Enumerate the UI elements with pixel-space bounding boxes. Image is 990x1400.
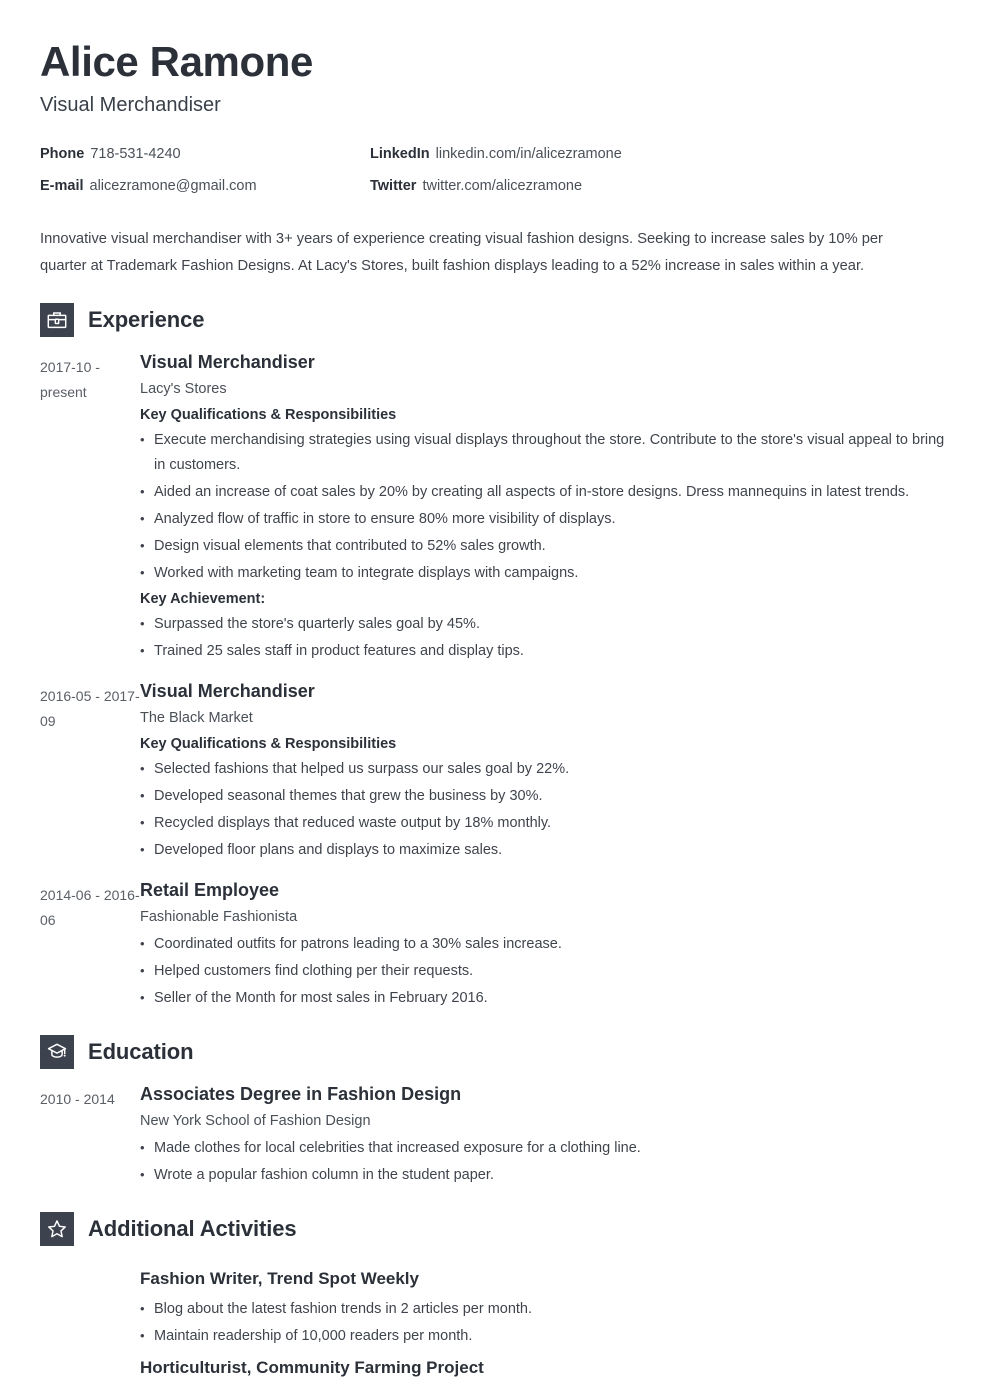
entry-body	[140, 1260, 950, 1386]
list-item: • Blog about the latest fashion trends in 2 articles per month.	[140, 1297, 950, 1322]
section-experience-heading	[40, 303, 950, 337]
activity-title: Fashion Writer, Trend Spot Weekly	[140, 1269, 419, 1289]
experience-entry	[40, 879, 950, 1013]
list-item: • Seller of the Month for most sales in February 2016.	[140, 986, 950, 1011]
list-item: • Recycled displays that reduced waste output by 18% monthly.	[140, 811, 950, 836]
entry-dates: 2010 - 2014	[40, 1091, 115, 1108]
entry-organization: Fashionable Fashionista	[140, 909, 298, 926]
candidate-name: Alice Ramone	[40, 38, 313, 85]
contact-linkedin-label: LinkedIn	[370, 146, 430, 163]
professional-summary: Innovative visual merchandiser with 3+ years of experience creating visual fashion designs. Seeking to increase sales by 10% per quarter at Trademark Fashion Designs. At Lacy's Stores, built fashion displays leading to a 52% increase in sales within a year.	[40, 230, 883, 275]
entry-subheading: Key Qualifications & Responsibilities	[140, 736, 397, 753]
entry-role: Visual Merchandiser	[140, 681, 315, 702]
entry-spacer	[40, 670, 950, 680]
entry-bullet-list	[140, 932, 950, 1011]
list-item: • Surpassed the store's quarterly sales goal by 45%.	[140, 612, 950, 637]
resume-header	[40, 0, 950, 196]
graduation-cap-icon	[40, 1035, 74, 1069]
section-experience	[40, 303, 950, 1013]
list-item: • Execute merchandising strategies using visual displays throughout the store. Contribute to the store's visual appeal to bring in customers.	[140, 428, 950, 478]
list-item: • Aided an increase of coat sales by 20% by creating all aspects of in-store designs. Dress mannequins in latest trends.	[140, 480, 950, 505]
contact-twitter	[370, 177, 950, 196]
entry-bullet-list	[140, 1136, 950, 1188]
contact-email	[40, 177, 370, 196]
entry-organization: The Black Market	[140, 710, 253, 727]
contact-email-value[interactable]: alicezramone@gmail.com	[89, 177, 257, 194]
education-entry	[40, 1083, 950, 1190]
entry-body	[140, 1083, 950, 1190]
list-item: • Worked with marketing team to integrate displays with campaigns.	[140, 561, 950, 586]
experience-entry	[40, 351, 950, 666]
entry-spacer	[40, 869, 950, 879]
list-item: • Developed seasonal themes that grew the business by 30%.	[140, 784, 950, 809]
list-item: • Coordinated outfits for patrons leading to a 30% sales increase.	[140, 932, 950, 957]
section-education-heading	[40, 1035, 950, 1069]
entry-degree: Associates Degree in Fashion Design	[140, 1084, 462, 1105]
list-item: • Trained 25 sales staff in product features and display tips.	[140, 639, 950, 664]
star-icon	[40, 1212, 74, 1246]
activity-item	[140, 1357, 950, 1380]
contact-details	[40, 145, 950, 196]
section-activities-heading	[40, 1212, 950, 1246]
contact-email-label: E-mail	[40, 177, 84, 194]
contact-phone-label: Phone	[40, 146, 85, 163]
contact-twitter-label: Twitter	[370, 177, 417, 194]
activities-entry	[40, 1260, 950, 1386]
contact-phone	[40, 145, 370, 164]
entry-role: Visual Merchandiser	[140, 352, 315, 372]
list-item: • Maintain readership of 10,000 readers per month.	[140, 1324, 950, 1349]
list-item: • Helped customers find clothing per their requests.	[140, 959, 950, 984]
candidate-job-title: Visual Merchandiser	[40, 94, 221, 117]
list-item: • Developed floor plans and displays to maximize sales.	[140, 838, 950, 863]
section-education	[40, 1035, 950, 1190]
entry-body	[140, 680, 950, 865]
list-item: • Analyzed flow of traffic in store to ensure 80% more visibility of displays.	[140, 507, 950, 532]
section-activities-title: Additional Activities	[88, 1216, 297, 1242]
list-item: • Wrote a popular fashion column in the student paper.	[140, 1163, 950, 1188]
experience-entry	[40, 680, 950, 865]
contact-linkedin-value[interactable]: linkedin.com/in/alicezramone	[435, 146, 622, 163]
entry-organization: Lacy's Stores	[140, 381, 227, 398]
contact-twitter-value[interactable]: twitter.com/alicezramone	[422, 177, 583, 194]
activity-item	[140, 1268, 950, 1349]
entry-body	[140, 879, 950, 1013]
entry-dates-empty	[40, 1260, 140, 1264]
activity-title: Horticulturist, Community Farming Project	[140, 1357, 484, 1377]
contact-phone-value: 718-531-4240	[90, 146, 181, 163]
entry-dates: 2017-10 - present	[40, 359, 100, 400]
list-item: • Selected fashions that helped us surpass our sales goal by 22%.	[140, 757, 950, 782]
briefcase-icon	[40, 303, 74, 337]
entry-body	[140, 351, 950, 666]
section-education-title: Education	[88, 1039, 194, 1065]
entry-dates: 2016-05 - 2017-09	[40, 688, 140, 729]
entry-school: New York School of Fashion Design	[140, 1113, 371, 1130]
entry-bullet-list	[140, 428, 950, 586]
list-item: • Made clothes for local celebrities that increased exposure for a clothing line.	[140, 1136, 950, 1161]
entry-role: Retail Employee	[140, 880, 280, 901]
entry-subheading-achievement: Key Achievement:	[140, 590, 266, 607]
entry-bullet-list	[140, 757, 950, 863]
contact-linkedin	[370, 145, 950, 164]
list-item: • Design visual elements that contributed to 52% sales growth.	[140, 534, 950, 559]
entry-subheading: Key Qualifications & Responsibilities	[140, 407, 397, 424]
activity-bullet-list	[140, 1297, 950, 1349]
entry-dates: 2014-06 - 2016-06	[40, 887, 140, 928]
entry-achievement-list	[140, 612, 950, 664]
section-experience-title: Experience	[88, 307, 205, 332]
section-additional-activities	[40, 1212, 950, 1386]
